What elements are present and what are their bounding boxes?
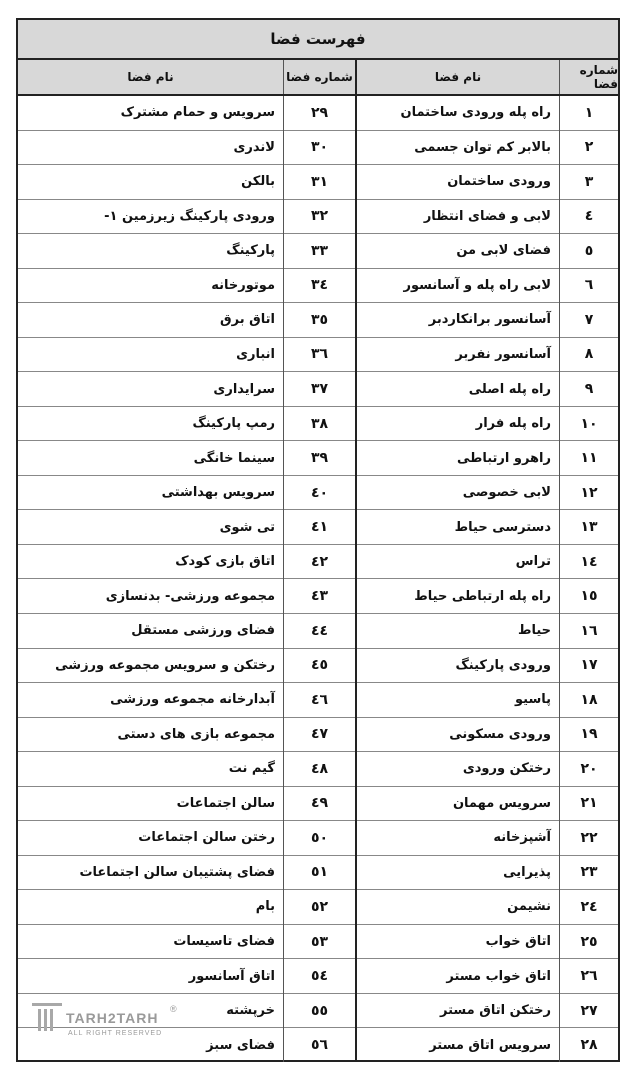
left-number-column: [283, 96, 355, 1062]
right-name-column: [355, 96, 559, 1062]
space-name: ورودی ساختمان: [357, 165, 559, 200]
space-name: آسانسور نفربر: [357, 338, 559, 373]
logo-icon: [30, 1000, 66, 1032]
space-number: ۳۳: [284, 234, 355, 269]
space-number: ۳۸: [284, 407, 355, 442]
space-name: مجموعه بازی های دستی: [18, 718, 283, 753]
space-number: ۱۸: [560, 683, 618, 718]
space-number: ٤۲: [284, 545, 355, 580]
space-name: لاندری: [18, 131, 283, 166]
space-number: ۳۹: [284, 441, 355, 476]
space-name: لابی و فضای انتظار: [357, 200, 559, 235]
space-number: ۱۱: [560, 441, 618, 476]
space-number: ۱: [560, 96, 618, 131]
space-number: ٤٤: [284, 614, 355, 649]
space-name: آشپزخانه: [357, 821, 559, 856]
space-name: لابی راه پله و آسانسور: [357, 269, 559, 304]
space-number: ۲۸: [580, 1037, 598, 1054]
space-number: ۱۰: [560, 407, 618, 442]
watermark-subtitle: ALL RIGHT RESERVED: [68, 1030, 163, 1037]
space-name: راهرو ارتباطی: [357, 441, 559, 476]
space-name: تراس: [357, 545, 559, 580]
space-number: ٤۳: [284, 579, 355, 614]
space-name: تی شوی: [18, 510, 283, 545]
space-name: پذیرایی: [357, 856, 559, 891]
header-name-left: نام فضا: [127, 70, 174, 84]
space-list-table: [16, 18, 620, 1062]
space-number: ۲۹: [284, 96, 355, 131]
space-name: سرویس اتاق مستر: [429, 1037, 551, 1053]
space-name: پاسیو: [357, 683, 559, 718]
watermark-logo: [30, 1000, 185, 1052]
space-name: راه پله فرار: [357, 407, 559, 442]
space-number: ۳۷: [284, 372, 355, 407]
space-number: ٤۷: [284, 718, 355, 753]
space-name: سرویس بهداشتی: [18, 476, 283, 511]
space-name: فضای لابی من: [357, 234, 559, 269]
header-number-left: شماره فضا: [283, 60, 355, 94]
space-name: اتاق آسانسور: [18, 959, 283, 994]
space-name: لابی خصوصی: [357, 476, 559, 511]
space-name: سالن اجتماعات: [18, 787, 283, 822]
space-number: ٦: [560, 269, 618, 304]
header-name-right: نام فضا: [355, 60, 559, 94]
space-name: آسانسور برانکاردبر: [357, 303, 559, 338]
space-number: ۳٤: [284, 269, 355, 304]
space-name: مجموعه ورزشی- بدنسازی: [18, 579, 283, 614]
space-number: ٥۱: [284, 856, 355, 891]
space-number: ۱۲: [560, 476, 618, 511]
space-number: ۱۷: [560, 649, 618, 684]
registered-mark: ®: [170, 1004, 177, 1014]
space-number: ۲۲: [560, 821, 618, 856]
space-number: ۳٦: [284, 338, 355, 373]
space-name: دسترسی حیاط: [357, 510, 559, 545]
space-number: ۸: [560, 338, 618, 373]
space-name: اتاق خواب مستر: [357, 959, 559, 994]
space-name: رختکن ورودی: [357, 752, 559, 787]
space-name: آبدارخانه مجموعه ورزشی: [18, 683, 283, 718]
space-number: ٥۲: [284, 890, 355, 925]
space-name: گیم نت: [18, 752, 283, 787]
space-number: ۲۱: [560, 787, 618, 822]
space-name: راه پله ارتباطی حیاط: [357, 579, 559, 614]
space-name: رمپ پارکینگ: [18, 407, 283, 442]
right-number-column: [559, 96, 618, 1062]
space-name: انباری: [18, 338, 283, 373]
space-number: ۷: [560, 303, 618, 338]
space-number: ۲۰: [560, 752, 618, 787]
space-name: پارکینگ: [18, 234, 283, 269]
space-name: سرایداری: [18, 372, 283, 407]
space-number: ۱٤: [560, 545, 618, 580]
space-number: ٤: [560, 200, 618, 235]
space-name: فضای سبز: [206, 1037, 275, 1053]
space-number: ٥٦: [310, 1037, 329, 1054]
space-number: ٤۰: [284, 476, 355, 511]
space-number: ۲۳: [560, 856, 618, 891]
space-name: راه پله ورودی ساختمان: [357, 96, 559, 131]
space-number: ٥۰: [284, 821, 355, 856]
space-number: ۹: [560, 372, 618, 407]
space-number: ٥٤: [284, 959, 355, 994]
space-number: ۳٥: [284, 303, 355, 338]
space-name: فضای ورزشی مستقل: [18, 614, 283, 649]
table-body: [18, 96, 618, 1062]
space-number: ۳۲: [284, 200, 355, 235]
space-name: بالکن: [18, 165, 283, 200]
space-name: سینما خانگی: [18, 441, 283, 476]
space-number: ۱۹: [560, 718, 618, 753]
space-name: اتاق خواب: [357, 925, 559, 960]
space-name: سرویس و حمام مشترک: [18, 96, 283, 131]
space-number: ٥٥: [284, 994, 355, 1029]
space-number: ۲۷: [560, 994, 618, 1029]
space-number: ٤٥: [284, 649, 355, 684]
space-name: سرویس مهمان: [357, 787, 559, 822]
space-name: بالابر کم توان جسمی: [357, 131, 559, 166]
space-name: ورودی مسکونی: [357, 718, 559, 753]
space-name: رختن سالن اجتماعات: [18, 821, 283, 856]
space-number: ۳۱: [284, 165, 355, 200]
left-name-column: [18, 96, 283, 1062]
space-number: ٤۱: [284, 510, 355, 545]
space-number: ٥۳: [284, 925, 355, 960]
space-number: ۲٥: [560, 925, 618, 960]
header-row: [18, 60, 618, 96]
space-name: ورودی پارکینگ: [357, 649, 559, 684]
space-name: بام: [18, 890, 283, 925]
space-number: ۳: [560, 165, 618, 200]
space-number: ۲٦: [560, 959, 618, 994]
space-name: ورودی پارکینگ زیرزمین ۱-: [18, 200, 283, 235]
space-name: راه پله اصلی: [357, 372, 559, 407]
header-number-right: شماره فضا: [559, 60, 618, 94]
space-number: ۲٤: [560, 890, 618, 925]
space-number: ٤۸: [284, 752, 355, 787]
space-name: موتورخانه: [18, 269, 283, 304]
space-number: ٤٦: [284, 683, 355, 718]
space-number: ۳۰: [284, 131, 355, 166]
space-name: رختکن و سرویس مجموعه ورزشی: [18, 649, 283, 684]
space-number: ۱٥: [560, 579, 618, 614]
space-name: اتاق برق: [18, 303, 283, 338]
space-name: نشیمن: [357, 890, 559, 925]
space-number: ۱۳: [560, 510, 618, 545]
space-name: فضای پشتیبان سالن اجتماعات: [18, 856, 283, 891]
watermark-brand: TARH2TARH: [66, 1010, 159, 1026]
space-name: رختکن اتاق مستر: [357, 994, 559, 1029]
space-name: خرپشته: [18, 994, 283, 1029]
space-number: ۱٦: [560, 614, 618, 649]
space-name: اتاق بازی کودک: [18, 545, 283, 580]
space-number: ٤۹: [284, 787, 355, 822]
space-number: ۲: [560, 131, 618, 166]
space-name: فضای تاسیسات: [18, 925, 283, 960]
space-number: ٥: [560, 234, 618, 269]
space-name: حیاط: [357, 614, 559, 649]
table-title: فهرست فضا: [18, 20, 618, 60]
